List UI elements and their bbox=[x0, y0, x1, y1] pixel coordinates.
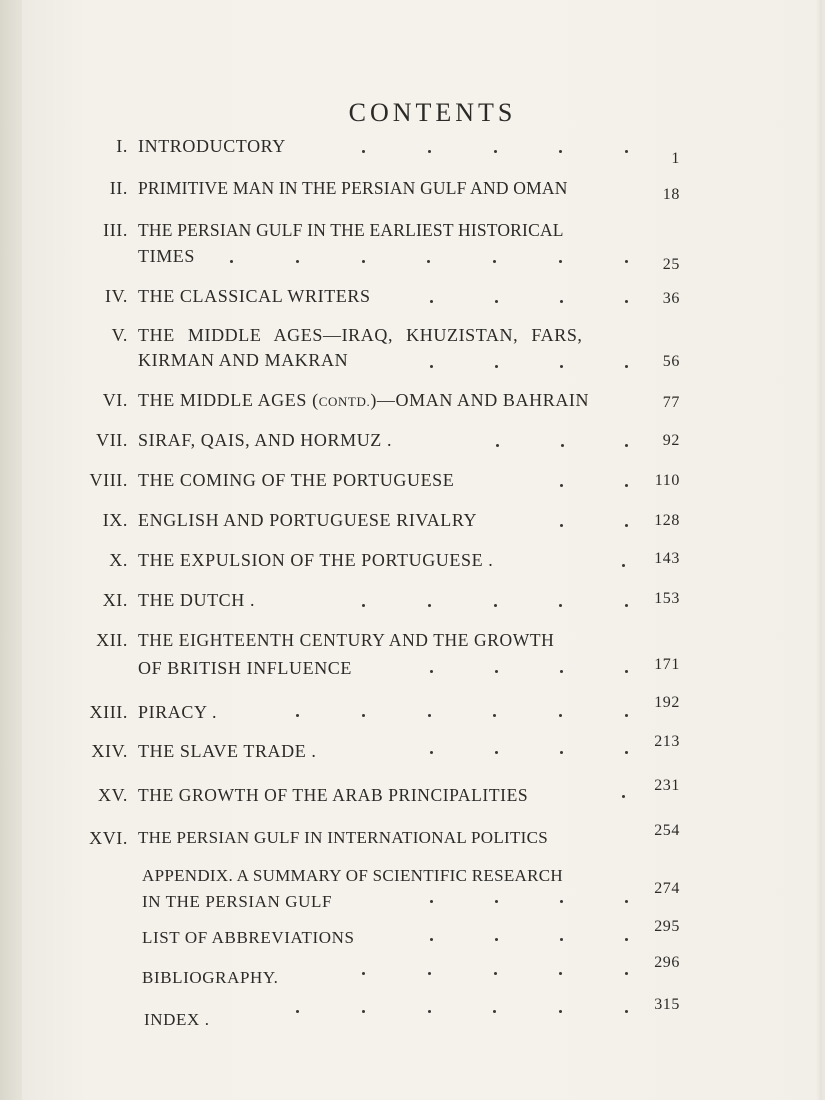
chapter-title: THE PERSIAN GULF IN INTERNATIONAL POLITICS bbox=[138, 828, 549, 847]
leader-dots bbox=[496, 444, 628, 448]
chapter-title: PIRACY . bbox=[138, 702, 218, 722]
chapter-title: INTRODUCTORY bbox=[138, 136, 286, 156]
leader-dots bbox=[430, 938, 628, 942]
chapter-number: XVI. bbox=[89, 828, 128, 848]
chapter-title-part: THE MIDDLE AGES ( bbox=[138, 390, 319, 410]
appendix-title: INDEX . bbox=[144, 1010, 210, 1029]
chapter-title: THE EXPULSION OF THE PORTUGUESE . bbox=[138, 550, 494, 570]
leader-dots bbox=[622, 564, 628, 568]
leader-dots bbox=[560, 484, 628, 488]
leader-dots bbox=[430, 365, 628, 369]
page-number: 110 bbox=[654, 472, 680, 489]
chapter-title-continued: KIRMAN AND MAKRAN bbox=[138, 350, 349, 370]
appendix-title: LIST OF ABBREVIATIONS bbox=[142, 928, 355, 947]
leader-dots bbox=[560, 524, 628, 528]
leader-dots bbox=[296, 1010, 628, 1014]
page-number: 77 bbox=[662, 394, 680, 411]
chapter-title: THE GROWTH OF THE ARAB PRINCIPALITIES bbox=[138, 785, 529, 805]
chapter-title-continued: TIMES bbox=[138, 246, 195, 266]
chapter-title: PRIMITIVE MAN IN THE PERSIAN GULF AND OMAN bbox=[138, 178, 568, 198]
leader-dots bbox=[430, 300, 628, 304]
chapter-title: ENGLISH AND PORTUGUESE RIVALRY bbox=[138, 510, 478, 530]
page-number: 18 bbox=[662, 186, 680, 203]
chapter-number: XIV. bbox=[91, 741, 128, 761]
page-number: 192 bbox=[654, 694, 680, 711]
leader-dots bbox=[430, 670, 628, 674]
leader-dots bbox=[296, 714, 628, 718]
contents-heading: CONTENTS bbox=[348, 98, 517, 127]
chapter-number: XIII. bbox=[89, 702, 128, 722]
chapter-number: II. bbox=[109, 178, 128, 198]
page-number: 171 bbox=[654, 656, 680, 673]
chapter-number: IX. bbox=[102, 510, 128, 530]
chapter-title: THE COMING OF THE PORTUGUESE bbox=[138, 470, 455, 490]
chapter-title: SIRAF, QAIS, AND HORMUZ . bbox=[138, 430, 393, 450]
page-number: 36 bbox=[662, 290, 680, 307]
leader-dots bbox=[430, 900, 628, 904]
page-number: 1 bbox=[671, 150, 680, 167]
chapter-number: XII. bbox=[96, 630, 128, 650]
page-number: 254 bbox=[654, 822, 680, 839]
page-number: 56 bbox=[662, 353, 680, 370]
leader-dots bbox=[362, 604, 628, 608]
leader-dots bbox=[362, 972, 628, 976]
appendix-title: APPENDIX. A SUMMARY OF SCIENTIFIC RESEARCH bbox=[142, 866, 563, 885]
page-number: 153 bbox=[654, 590, 680, 607]
chapter-title: THE MIDDLE AGES—IRAQ, KHUZISTAN, FARS, bbox=[138, 325, 583, 345]
chapter-title-abbrev: CONTD. bbox=[318, 394, 371, 409]
page-number: 143 bbox=[654, 550, 680, 567]
chapter-number: X. bbox=[109, 550, 128, 570]
chapter-title: THE DUTCH . bbox=[138, 590, 256, 610]
chapter-title-part: )—OMAN AND BAHRAIN bbox=[370, 390, 590, 410]
chapter-number: I. bbox=[116, 136, 128, 156]
chapter-number: VI. bbox=[102, 390, 128, 410]
chapter-number: V. bbox=[111, 325, 128, 345]
page-number: 128 bbox=[654, 512, 680, 529]
chapter-title: THE PERSIAN GULF IN THE EARLIEST HISTORICAL bbox=[138, 220, 564, 240]
page-number: 25 bbox=[662, 256, 680, 273]
chapter-number: VIII. bbox=[89, 470, 128, 490]
page-number: 315 bbox=[654, 996, 680, 1013]
page-number: 213 bbox=[654, 733, 680, 750]
leader-dots bbox=[230, 260, 628, 264]
chapter-number: XI. bbox=[102, 590, 128, 610]
chapter-title-continued: OF BRITISH INFLUENCE bbox=[138, 658, 353, 678]
chapter-title: THE SLAVE TRADE . bbox=[138, 741, 317, 761]
chapter-title: THE EIGHTEENTH CENTURY AND THE GROWTH bbox=[138, 630, 555, 650]
chapter-number: VII. bbox=[96, 430, 128, 450]
leader-dots bbox=[622, 795, 628, 799]
page-number: 296 bbox=[654, 954, 680, 971]
appendix-title-continued: IN THE PERSIAN GULF bbox=[142, 892, 333, 911]
leader-dots bbox=[362, 150, 628, 154]
page-number: 231 bbox=[654, 777, 680, 794]
leader-dots bbox=[430, 751, 628, 755]
chapter-title: THE CLASSICAL WRITERS bbox=[138, 286, 371, 306]
chapter-number: XV. bbox=[98, 785, 128, 805]
page-number: 295 bbox=[654, 918, 680, 935]
chapter-number: IV. bbox=[105, 286, 128, 306]
chapter-title bbox=[138, 390, 633, 411]
page-number: 92 bbox=[662, 432, 680, 449]
appendix-title: BIBLIOGRAPHY. bbox=[142, 968, 279, 987]
chapter-number: III. bbox=[103, 220, 128, 240]
page-number: 274 bbox=[654, 880, 680, 897]
